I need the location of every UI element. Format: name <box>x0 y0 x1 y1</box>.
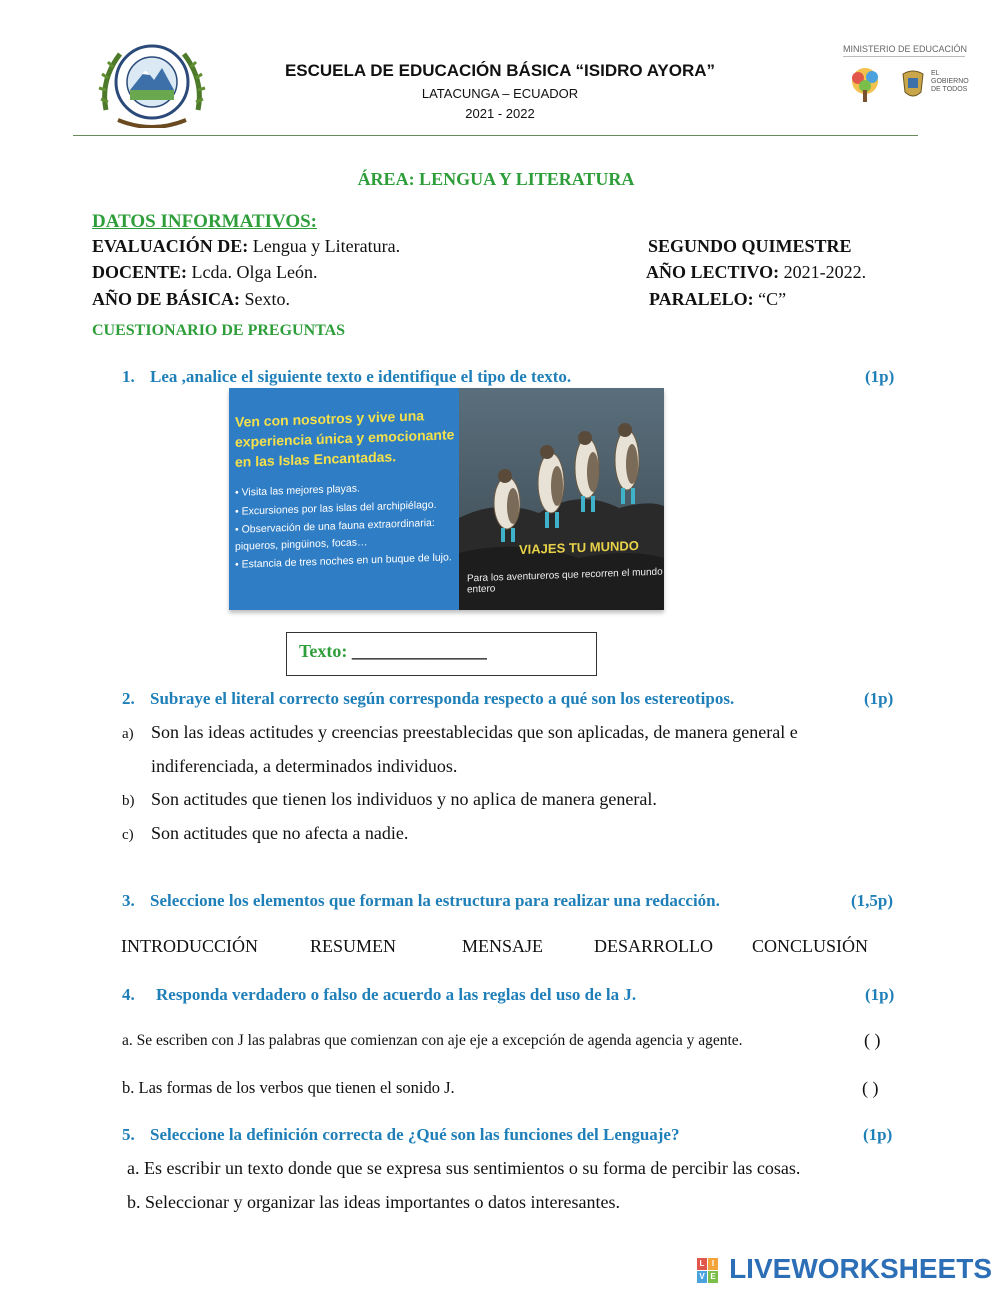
anio-lectivo-line: AÑO LECTIVO: 2021-2022. <box>646 262 867 282</box>
liveworksheets-badge: L I V E <box>697 1258 719 1284</box>
tourism-ad-image <box>229 388 664 610</box>
structure-item-introduccion[interactable]: INTRODUCCIÓN <box>121 936 258 956</box>
question-1-points: (1p) <box>865 367 895 386</box>
paralelo-line: PARALELO: “C” <box>649 289 787 309</box>
true-false-blank-a[interactable]: ( ) <box>864 1030 881 1050</box>
ad-bullet: • Excursiones por las islas del archipiélago. <box>235 498 437 518</box>
answer-box[interactable] <box>286 632 597 676</box>
true-false-blank-b[interactable]: ( ) <box>862 1078 879 1098</box>
question-4: 4. Responda verdadero o falso de acuerdo a las reglas del uso de la J. <box>122 985 637 1004</box>
definition-option-b[interactable]: b. Seleccionar y organizar las ideas importantes o datos interesantes. <box>127 1192 621 1212</box>
ad-bullet-list <box>235 476 457 575</box>
ad-text-panel <box>229 388 459 610</box>
school-years: 2021 - 2022 <box>465 106 535 121</box>
gov-text: EL GOBIERNO DE TODOS <box>931 70 969 93</box>
ministry-logo <box>843 44 969 110</box>
question-3-points: (1,5p) <box>851 891 894 910</box>
structure-item-resumen[interactable]: RESUMEN <box>310 936 397 956</box>
answer-field[interactable]: Texto: _______________ <box>299 641 487 661</box>
statement-a: a. Se escriben con J las palabras que comienzan con aje eje a excepción de agenda agencia y agente. <box>122 1032 743 1049</box>
option-c[interactable]: c) Son actitudes que no afecta a nadie. <box>122 823 409 843</box>
structure-item-conclusion[interactable]: CONCLUSIÓN <box>752 936 869 956</box>
question-4-points: (1p) <box>865 985 895 1004</box>
coat-of-arms-icon <box>899 68 927 102</box>
option-a-continued[interactable]: indiferenciada, a determinados individuos. <box>151 756 458 776</box>
anio-basica-line: AÑO DE BÁSICA: Sexto. <box>92 289 291 309</box>
ministry-label: MINISTERIO DE EDUCACIÓN <box>843 44 965 57</box>
ad-bullet: • Estancia de tres noches en un buque de lujo. <box>235 551 452 571</box>
question-2: 2. Subraye el literal correcto según corresponda respecto a qué son los estereotipos. <box>122 689 735 708</box>
area-title: ÁREA: LENGUA Y LITERATURA <box>357 169 635 189</box>
option-a[interactable]: a) Son las ideas actitudes y creencias preestablecidas que son aplicadas, de manera general e <box>122 722 798 742</box>
ad-bullet: • Visita las mejores playas. <box>235 482 360 499</box>
datos-heading: DATOS INFORMATIVOS: <box>92 211 318 232</box>
question-3: 3. Seleccione los elementos que forman la estructura para realizar una redacción. <box>122 891 720 910</box>
school-name: ESCUELA DE EDUCACIÓN BÁSICA “ISIDRO AYORA” <box>284 61 716 80</box>
question-5-points: (1p) <box>863 1125 893 1144</box>
statement-b: b. Las formas de los verbos que tienen el sonido J. <box>122 1078 455 1097</box>
structure-item-mensaje[interactable]: MENSAJE <box>462 936 544 956</box>
question-5: 5. Seleccione la definición correcta de ¿Qué son las funciones del Lenguaje? <box>122 1125 680 1144</box>
ad-tagline: Para los aventureros que recorren el mundo entero <box>467 566 663 596</box>
definition-option-a[interactable]: a. Es escribir un texto donde que se expresa sus sentimientos o su forma de percibir las cosas. <box>127 1158 801 1178</box>
ad-brand: VIAJES TU MUNDO <box>519 537 639 558</box>
header-divider <box>73 135 918 136</box>
evaluacion-line: EVALUACIÓN DE: Lengua y Literatura. <box>92 236 401 256</box>
option-b[interactable]: b) Son actitudes que tienen los individuos y no aplica de manera general. <box>122 789 657 809</box>
tree-icon <box>845 66 885 106</box>
question-2-points: (1p) <box>864 689 894 708</box>
quimestre: SEGUNDO QUIMESTRE <box>648 236 852 256</box>
cuestionario-heading: CUESTIONARIO DE PREGUNTAS <box>92 322 346 339</box>
structure-item-desarrollo[interactable]: DESARROLLO <box>594 936 714 956</box>
liveworksheets-logo: LIVEWORKSHEETS <box>729 1253 992 1284</box>
ad-headline: Ven con nosotros y vive una experiencia única y emocionante en las Islas Encantadas. <box>235 407 455 470</box>
docente-line: DOCENTE: Lcda. Olga León. <box>92 262 318 282</box>
question-1: 1. Lea ,analice el siguiente texto e identifique el tipo de texto. <box>122 367 572 386</box>
school-city: LATACUNGA – ECUADOR <box>421 86 579 101</box>
ad-bullet: • Observación de una fauna extraordinaria: piqueros, pingüinos, focas… <box>235 516 435 553</box>
